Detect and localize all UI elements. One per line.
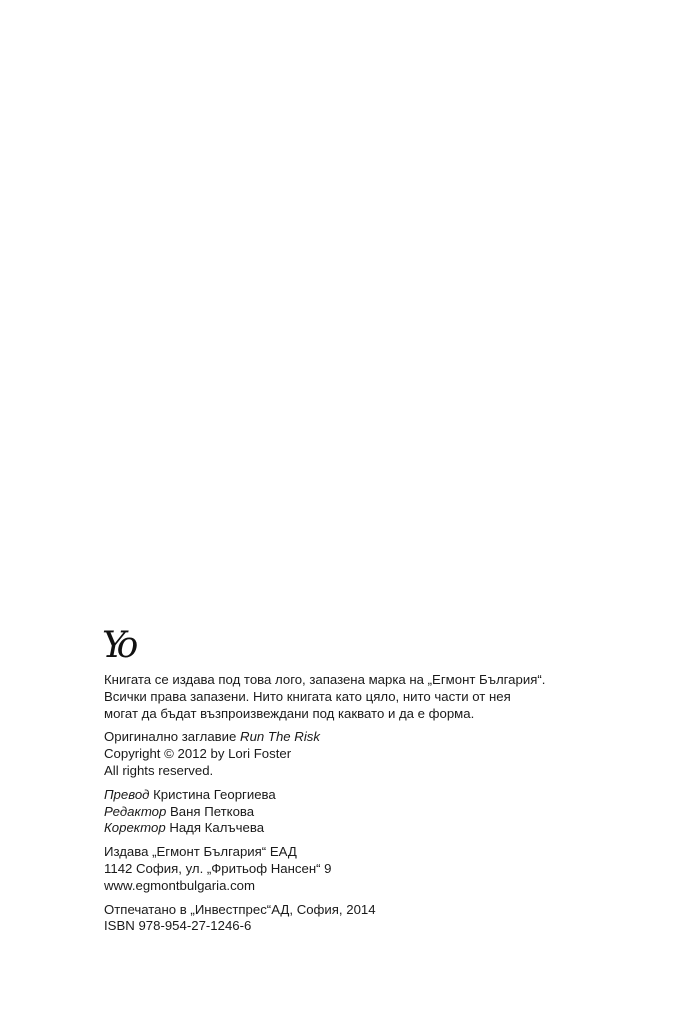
printing-info [104,902,624,936]
original-title-line [104,729,624,746]
publisher-website: www.egmontbulgaria.com [104,877,255,893]
colophon [104,626,624,942]
notice-line: Всички права запазени. Нито книгата като цяло, нито части от нея [104,688,511,704]
isbn-line: ISBN 978-954-27-1246-6 [104,918,252,934]
rights-reserved-line: All rights reserved. [104,762,214,778]
credit-name: Надя Калъчева [169,820,265,836]
rights-notice [104,672,624,722]
credit-role: Коректор [104,820,166,836]
credit-translator [104,787,624,804]
publisher-line: Издава „Егмонт България“ ЕАД [104,844,297,860]
original-title-label: Оригинално заглавие [104,729,237,745]
notice-line: Книгата се издава под това лого, запазена марка на „Егмонт България“. [104,672,546,687]
original-info [104,729,624,779]
printed-by-line: Отпечатано в „Инвестпрес“АД, София, 2014 [104,901,376,917]
copyright-line: Copyright © 2012 by Lori Foster [104,746,292,762]
original-title-value: Run The Risk [240,729,320,745]
egmont-logo-icon: Yo [102,625,133,666]
publisher-address: 1142 София, ул. „Фритьоф Нансен“ 9 [104,860,332,876]
credit-proofreader [104,820,624,837]
credits [104,787,624,837]
publisher-info [104,844,624,894]
credit-role: Редактор [104,803,167,819]
notice-line: могат да бъдат възпроизвеждани под каквато и да е форма. [104,705,475,721]
credit-name: Ваня Петкова [170,803,255,819]
credit-role: Превод [104,786,150,802]
credit-name: Кристина Георгиева [153,786,276,802]
credit-editor [104,804,624,821]
